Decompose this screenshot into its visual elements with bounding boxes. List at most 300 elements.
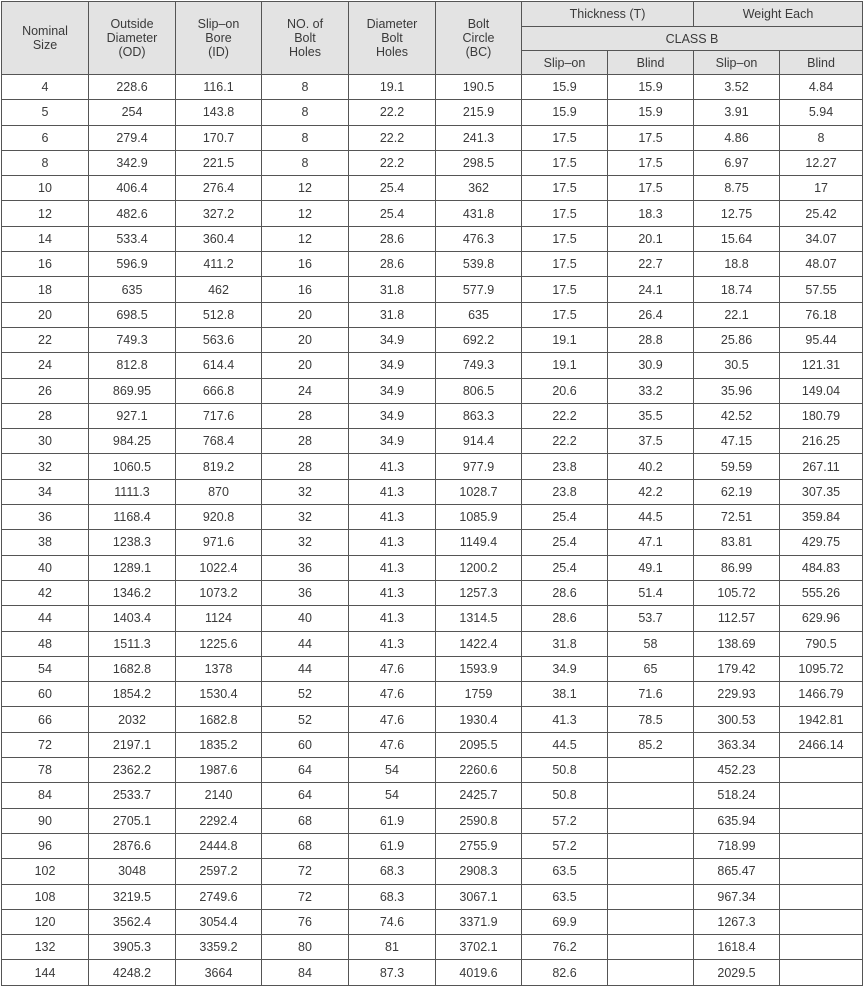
cell-weight-blind: 1466.79 — [780, 682, 863, 707]
cell-nominal-size: 28 — [2, 403, 89, 428]
table-row — [2, 125, 863, 150]
cell-thickness-slipon: 17.5 — [522, 226, 608, 251]
cell-slipon-bore: 819.2 — [176, 454, 262, 479]
cell-slipon-bore: 1530.4 — [176, 682, 262, 707]
cell-bolt-holes-count: 60 — [262, 732, 349, 757]
cell-outside-diameter: 984.25 — [89, 429, 176, 454]
cell-weight-slipon: 30.5 — [694, 353, 780, 378]
cell-bolt-hole-diameter: 41.3 — [349, 479, 436, 504]
cell-bolt-hole-diameter: 41.3 — [349, 454, 436, 479]
cell-slipon-bore: 2444.8 — [176, 833, 262, 858]
cell-bolt-holes-count: 16 — [262, 277, 349, 302]
header-thickness-blind: Blind — [608, 51, 694, 75]
table-row — [2, 479, 863, 504]
cell-thickness-slipon: 15.9 — [522, 100, 608, 125]
cell-bolt-holes-count: 8 — [262, 75, 349, 100]
cell-thickness-slipon: 25.4 — [522, 505, 608, 530]
header-thickness-slipon: Slip–on — [522, 51, 608, 75]
cell-nominal-size: 6 — [2, 125, 89, 150]
cell-outside-diameter: 342.9 — [89, 150, 176, 175]
cell-thickness-slipon: 44.5 — [522, 732, 608, 757]
cell-outside-diameter: 3219.5 — [89, 884, 176, 909]
cell-weight-slipon: 300.53 — [694, 707, 780, 732]
cell-thickness-blind: 17.5 — [608, 150, 694, 175]
header-thickness: Thickness (T) — [522, 2, 694, 27]
cell-bolt-circle: 539.8 — [436, 252, 522, 277]
cell-bolt-holes-count: 36 — [262, 555, 349, 580]
cell-bolt-holes-count: 32 — [262, 479, 349, 504]
header-class: CLASS B — [522, 27, 863, 51]
cell-outside-diameter: 698.5 — [89, 302, 176, 327]
cell-weight-blind — [780, 909, 863, 934]
cell-weight-blind: 359.84 — [780, 505, 863, 530]
cell-bolt-hole-diameter: 41.3 — [349, 555, 436, 580]
cell-bolt-hole-diameter: 68.3 — [349, 859, 436, 884]
cell-outside-diameter: 228.6 — [89, 75, 176, 100]
cell-bolt-holes-count: 20 — [262, 327, 349, 352]
cell-thickness-slipon: 17.5 — [522, 125, 608, 150]
cell-bolt-circle: 1200.2 — [436, 555, 522, 580]
cell-bolt-circle: 1593.9 — [436, 656, 522, 681]
cell-bolt-holes-count: 32 — [262, 530, 349, 555]
cell-nominal-size: 60 — [2, 682, 89, 707]
cell-bolt-holes-count: 68 — [262, 808, 349, 833]
cell-thickness-blind: 44.5 — [608, 505, 694, 530]
cell-thickness-blind — [608, 960, 694, 985]
cell-slipon-bore: 221.5 — [176, 150, 262, 175]
cell-outside-diameter: 635 — [89, 277, 176, 302]
cell-bolt-circle: 1314.5 — [436, 606, 522, 631]
cell-thickness-blind — [608, 884, 694, 909]
cell-nominal-size: 44 — [2, 606, 89, 631]
cell-slipon-bore: 971.6 — [176, 530, 262, 555]
cell-bolt-hole-diameter: 22.2 — [349, 150, 436, 175]
cell-weight-slipon: 1267.3 — [694, 909, 780, 934]
cell-bolt-holes-count: 76 — [262, 909, 349, 934]
cell-bolt-circle: 362 — [436, 176, 522, 201]
cell-bolt-circle: 476.3 — [436, 226, 522, 251]
cell-outside-diameter: 533.4 — [89, 226, 176, 251]
cell-nominal-size: 4 — [2, 75, 89, 100]
cell-bolt-hole-diameter: 74.6 — [349, 909, 436, 934]
cell-weight-slipon: 8.75 — [694, 176, 780, 201]
cell-bolt-hole-diameter: 22.2 — [349, 125, 436, 150]
cell-nominal-size: 14 — [2, 226, 89, 251]
table-body — [2, 75, 863, 986]
cell-weight-blind — [780, 808, 863, 833]
cell-thickness-blind: 71.6 — [608, 682, 694, 707]
cell-outside-diameter: 869.95 — [89, 378, 176, 403]
cell-weight-slipon: 3.91 — [694, 100, 780, 125]
cell-bolt-circle: 635 — [436, 302, 522, 327]
cell-bolt-circle: 2095.5 — [436, 732, 522, 757]
cell-thickness-blind: 85.2 — [608, 732, 694, 757]
cell-weight-blind: 48.07 — [780, 252, 863, 277]
cell-nominal-size: 90 — [2, 808, 89, 833]
cell-bolt-circle: 2425.7 — [436, 783, 522, 808]
cell-thickness-slipon: 25.4 — [522, 555, 608, 580]
cell-slipon-bore: 3054.4 — [176, 909, 262, 934]
cell-thickness-slipon: 41.3 — [522, 707, 608, 732]
cell-thickness-slipon: 31.8 — [522, 631, 608, 656]
cell-bolt-hole-diameter: 41.3 — [349, 505, 436, 530]
cell-weight-blind — [780, 960, 863, 985]
cell-outside-diameter: 3905.3 — [89, 935, 176, 960]
cell-weight-blind: 484.83 — [780, 555, 863, 580]
cell-thickness-blind: 58 — [608, 631, 694, 656]
cell-outside-diameter: 1238.3 — [89, 530, 176, 555]
cell-weight-blind: 429.75 — [780, 530, 863, 555]
table-row — [2, 302, 863, 327]
cell-bolt-circle: 298.5 — [436, 150, 522, 175]
cell-bolt-circle: 1085.9 — [436, 505, 522, 530]
cell-nominal-size: 78 — [2, 758, 89, 783]
cell-thickness-blind: 24.1 — [608, 277, 694, 302]
cell-weight-blind: 180.79 — [780, 403, 863, 428]
table-row — [2, 252, 863, 277]
cell-bolt-holes-count: 12 — [262, 226, 349, 251]
cell-weight-blind: 790.5 — [780, 631, 863, 656]
cell-nominal-size: 26 — [2, 378, 89, 403]
cell-nominal-size: 120 — [2, 909, 89, 934]
cell-bolt-holes-count: 28 — [262, 429, 349, 454]
cell-slipon-bore: 116.1 — [176, 75, 262, 100]
cell-bolt-hole-diameter: 54 — [349, 758, 436, 783]
cell-bolt-holes-count: 8 — [262, 100, 349, 125]
cell-bolt-holes-count: 36 — [262, 580, 349, 605]
cell-bolt-hole-diameter: 31.8 — [349, 302, 436, 327]
cell-outside-diameter: 812.8 — [89, 353, 176, 378]
cell-weight-slipon: 72.51 — [694, 505, 780, 530]
cell-thickness-blind: 40.2 — [608, 454, 694, 479]
cell-nominal-size: 40 — [2, 555, 89, 580]
header-number-of-bolt-holes: NO. of Bolt Holes — [262, 2, 349, 75]
cell-weight-blind: 121.31 — [780, 353, 863, 378]
cell-bolt-holes-count: 80 — [262, 935, 349, 960]
cell-nominal-size: 22 — [2, 327, 89, 352]
cell-bolt-circle: 1149.4 — [436, 530, 522, 555]
cell-weight-slipon: 452.23 — [694, 758, 780, 783]
cell-bolt-hole-diameter: 34.9 — [349, 353, 436, 378]
cell-nominal-size: 108 — [2, 884, 89, 909]
cell-thickness-slipon: 25.4 — [522, 530, 608, 555]
cell-thickness-blind: 22.7 — [608, 252, 694, 277]
table-row — [2, 176, 863, 201]
cell-slipon-bore: 1225.6 — [176, 631, 262, 656]
cell-slipon-bore: 2749.6 — [176, 884, 262, 909]
cell-nominal-size: 42 — [2, 580, 89, 605]
cell-nominal-size: 16 — [2, 252, 89, 277]
cell-thickness-blind: 28.8 — [608, 327, 694, 352]
cell-outside-diameter: 1854.2 — [89, 682, 176, 707]
cell-bolt-holes-count: 12 — [262, 201, 349, 226]
table-row — [2, 960, 863, 985]
cell-bolt-holes-count: 28 — [262, 454, 349, 479]
cell-bolt-hole-diameter: 25.4 — [349, 201, 436, 226]
cell-outside-diameter: 3562.4 — [89, 909, 176, 934]
cell-slipon-bore: 870 — [176, 479, 262, 504]
cell-nominal-size: 132 — [2, 935, 89, 960]
cell-thickness-slipon: 28.6 — [522, 580, 608, 605]
cell-outside-diameter: 482.6 — [89, 201, 176, 226]
cell-bolt-holes-count: 20 — [262, 353, 349, 378]
table-row — [2, 606, 863, 631]
cell-weight-blind — [780, 833, 863, 858]
cell-thickness-slipon: 34.9 — [522, 656, 608, 681]
cell-weight-slipon: 105.72 — [694, 580, 780, 605]
table-row — [2, 454, 863, 479]
cell-weight-slipon: 18.8 — [694, 252, 780, 277]
table-row — [2, 555, 863, 580]
cell-bolt-hole-diameter: 34.9 — [349, 403, 436, 428]
table-row — [2, 758, 863, 783]
cell-slipon-bore: 1022.4 — [176, 555, 262, 580]
cell-thickness-blind — [608, 859, 694, 884]
cell-thickness-blind: 51.4 — [608, 580, 694, 605]
cell-thickness-blind: 18.3 — [608, 201, 694, 226]
cell-nominal-size: 32 — [2, 454, 89, 479]
cell-nominal-size: 72 — [2, 732, 89, 757]
cell-thickness-slipon: 15.9 — [522, 75, 608, 100]
cell-nominal-size: 144 — [2, 960, 89, 985]
cell-thickness-blind: 33.2 — [608, 378, 694, 403]
cell-bolt-hole-diameter: 28.6 — [349, 252, 436, 277]
table-row — [2, 530, 863, 555]
cell-bolt-hole-diameter: 47.6 — [349, 656, 436, 681]
cell-bolt-hole-diameter: 61.9 — [349, 833, 436, 858]
cell-slipon-bore: 1835.2 — [176, 732, 262, 757]
cell-weight-blind: 149.04 — [780, 378, 863, 403]
cell-bolt-holes-count: 20 — [262, 302, 349, 327]
cell-outside-diameter: 1682.8 — [89, 656, 176, 681]
cell-weight-slipon: 42.52 — [694, 403, 780, 428]
cell-weight-slipon: 12.75 — [694, 201, 780, 226]
cell-weight-blind: 12.27 — [780, 150, 863, 175]
cell-bolt-circle: 1759 — [436, 682, 522, 707]
cell-bolt-circle: 1930.4 — [436, 707, 522, 732]
table-header — [2, 2, 863, 75]
cell-bolt-circle: 2908.3 — [436, 859, 522, 884]
table-row — [2, 403, 863, 428]
table-row — [2, 100, 863, 125]
cell-slipon-bore: 462 — [176, 277, 262, 302]
cell-outside-diameter: 2197.1 — [89, 732, 176, 757]
cell-thickness-slipon: 17.5 — [522, 277, 608, 302]
cell-bolt-circle: 3067.1 — [436, 884, 522, 909]
cell-weight-blind: 25.42 — [780, 201, 863, 226]
cell-thickness-slipon: 69.9 — [522, 909, 608, 934]
cell-bolt-holes-count: 44 — [262, 631, 349, 656]
cell-nominal-size: 102 — [2, 859, 89, 884]
cell-slipon-bore: 614.4 — [176, 353, 262, 378]
cell-bolt-circle: 863.3 — [436, 403, 522, 428]
cell-bolt-circle: 1028.7 — [436, 479, 522, 504]
cell-bolt-holes-count: 24 — [262, 378, 349, 403]
cell-thickness-slipon: 76.2 — [522, 935, 608, 960]
cell-weight-slipon: 138.69 — [694, 631, 780, 656]
cell-nominal-size: 24 — [2, 353, 89, 378]
cell-outside-diameter: 1511.3 — [89, 631, 176, 656]
cell-weight-slipon: 86.99 — [694, 555, 780, 580]
cell-bolt-hole-diameter: 47.6 — [349, 707, 436, 732]
cell-slipon-bore: 1124 — [176, 606, 262, 631]
cell-thickness-slipon: 50.8 — [522, 758, 608, 783]
cell-weight-blind: 2466.14 — [780, 732, 863, 757]
cell-slipon-bore: 3664 — [176, 960, 262, 985]
header-diameter-bolt-holes: Diameter Bolt Holes — [349, 2, 436, 75]
cell-nominal-size: 34 — [2, 479, 89, 504]
cell-thickness-blind: 15.9 — [608, 100, 694, 125]
table-row — [2, 884, 863, 909]
cell-bolt-holes-count: 72 — [262, 859, 349, 884]
cell-slipon-bore: 2292.4 — [176, 808, 262, 833]
cell-thickness-blind — [608, 833, 694, 858]
cell-weight-blind: 216.25 — [780, 429, 863, 454]
cell-outside-diameter: 927.1 — [89, 403, 176, 428]
cell-thickness-slipon: 22.2 — [522, 429, 608, 454]
flange-spec-table — [1, 1, 863, 986]
cell-thickness-blind: 17.5 — [608, 125, 694, 150]
cell-slipon-bore: 1682.8 — [176, 707, 262, 732]
cell-weight-blind — [780, 884, 863, 909]
cell-bolt-circle: 3371.9 — [436, 909, 522, 934]
table-row — [2, 682, 863, 707]
cell-thickness-blind — [608, 808, 694, 833]
cell-slipon-bore: 276.4 — [176, 176, 262, 201]
table-row — [2, 808, 863, 833]
cell-bolt-hole-diameter: 54 — [349, 783, 436, 808]
cell-weight-slipon: 518.24 — [694, 783, 780, 808]
table-row — [2, 732, 863, 757]
cell-outside-diameter: 2032 — [89, 707, 176, 732]
cell-nominal-size: 38 — [2, 530, 89, 555]
table-row — [2, 631, 863, 656]
cell-thickness-blind: 65 — [608, 656, 694, 681]
cell-weight-slipon: 18.74 — [694, 277, 780, 302]
table-row — [2, 327, 863, 352]
cell-slipon-bore: 920.8 — [176, 505, 262, 530]
table-row — [2, 707, 863, 732]
cell-outside-diameter: 1060.5 — [89, 454, 176, 479]
cell-weight-slipon: 15.64 — [694, 226, 780, 251]
cell-thickness-blind — [608, 909, 694, 934]
table-row — [2, 150, 863, 175]
table-row — [2, 378, 863, 403]
cell-weight-slipon: 718.99 — [694, 833, 780, 858]
cell-weight-slipon: 3.52 — [694, 75, 780, 100]
cell-thickness-slipon: 22.2 — [522, 403, 608, 428]
cell-weight-blind: 1942.81 — [780, 707, 863, 732]
cell-bolt-circle: 3702.1 — [436, 935, 522, 960]
cell-weight-blind — [780, 859, 863, 884]
cell-bolt-holes-count: 8 — [262, 125, 349, 150]
cell-bolt-circle: 241.3 — [436, 125, 522, 150]
cell-nominal-size: 54 — [2, 656, 89, 681]
header-nominal-size: Nominal Size — [2, 2, 89, 75]
cell-bolt-holes-count: 40 — [262, 606, 349, 631]
cell-slipon-bore: 327.2 — [176, 201, 262, 226]
cell-bolt-circle: 1422.4 — [436, 631, 522, 656]
cell-bolt-hole-diameter: 25.4 — [349, 176, 436, 201]
cell-outside-diameter: 1403.4 — [89, 606, 176, 631]
cell-thickness-slipon: 57.2 — [522, 808, 608, 833]
cell-bolt-hole-diameter: 68.3 — [349, 884, 436, 909]
cell-thickness-blind: 35.5 — [608, 403, 694, 428]
cell-bolt-circle: 806.5 — [436, 378, 522, 403]
cell-bolt-holes-count: 68 — [262, 833, 349, 858]
cell-thickness-blind: 78.5 — [608, 707, 694, 732]
cell-nominal-size: 48 — [2, 631, 89, 656]
cell-outside-diameter: 406.4 — [89, 176, 176, 201]
cell-thickness-blind: 15.9 — [608, 75, 694, 100]
cell-thickness-blind: 30.9 — [608, 353, 694, 378]
cell-slipon-bore: 666.8 — [176, 378, 262, 403]
cell-weight-slipon: 865.47 — [694, 859, 780, 884]
cell-weight-blind: 1095.72 — [780, 656, 863, 681]
cell-slipon-bore: 2597.2 — [176, 859, 262, 884]
cell-thickness-slipon: 17.5 — [522, 176, 608, 201]
cell-thickness-blind: 53.7 — [608, 606, 694, 631]
cell-bolt-circle: 749.3 — [436, 353, 522, 378]
cell-weight-slipon: 1618.4 — [694, 935, 780, 960]
cell-thickness-slipon: 20.6 — [522, 378, 608, 403]
cell-bolt-hole-diameter: 81 — [349, 935, 436, 960]
cell-bolt-hole-diameter: 41.3 — [349, 606, 436, 631]
cell-nominal-size: 18 — [2, 277, 89, 302]
cell-bolt-holes-count: 28 — [262, 403, 349, 428]
cell-slipon-bore: 170.7 — [176, 125, 262, 150]
cell-thickness-blind — [608, 758, 694, 783]
cell-slipon-bore: 717.6 — [176, 403, 262, 428]
cell-slipon-bore: 411.2 — [176, 252, 262, 277]
cell-nominal-size: 5 — [2, 100, 89, 125]
cell-bolt-circle: 215.9 — [436, 100, 522, 125]
table-row — [2, 859, 863, 884]
table-row — [2, 201, 863, 226]
cell-weight-slipon: 179.42 — [694, 656, 780, 681]
header-weight-each: Weight Each — [694, 2, 863, 27]
cell-bolt-hole-diameter: 41.3 — [349, 530, 436, 555]
header-bolt-circle: Bolt Circle (BC) — [436, 2, 522, 75]
cell-weight-slipon: 4.86 — [694, 125, 780, 150]
cell-bolt-hole-diameter: 31.8 — [349, 277, 436, 302]
cell-thickness-slipon: 17.5 — [522, 302, 608, 327]
cell-bolt-circle: 977.9 — [436, 454, 522, 479]
table-row — [2, 833, 863, 858]
cell-bolt-holes-count: 64 — [262, 783, 349, 808]
cell-thickness-slipon: 38.1 — [522, 682, 608, 707]
cell-outside-diameter: 2705.1 — [89, 808, 176, 833]
cell-weight-blind: 95.44 — [780, 327, 863, 352]
cell-outside-diameter: 1111.3 — [89, 479, 176, 504]
cell-bolt-circle: 431.8 — [436, 201, 522, 226]
cell-nominal-size: 12 — [2, 201, 89, 226]
cell-slipon-bore: 512.8 — [176, 302, 262, 327]
cell-weight-blind: 5.94 — [780, 100, 863, 125]
table-row — [2, 580, 863, 605]
cell-nominal-size: 84 — [2, 783, 89, 808]
cell-weight-slipon: 2029.5 — [694, 960, 780, 985]
cell-thickness-blind: 42.2 — [608, 479, 694, 504]
cell-bolt-hole-diameter: 34.9 — [349, 429, 436, 454]
cell-outside-diameter: 254 — [89, 100, 176, 125]
cell-outside-diameter: 749.3 — [89, 327, 176, 352]
table-row — [2, 353, 863, 378]
table-row — [2, 429, 863, 454]
cell-bolt-holes-count: 44 — [262, 656, 349, 681]
cell-thickness-slipon: 63.5 — [522, 884, 608, 909]
table-row — [2, 656, 863, 681]
